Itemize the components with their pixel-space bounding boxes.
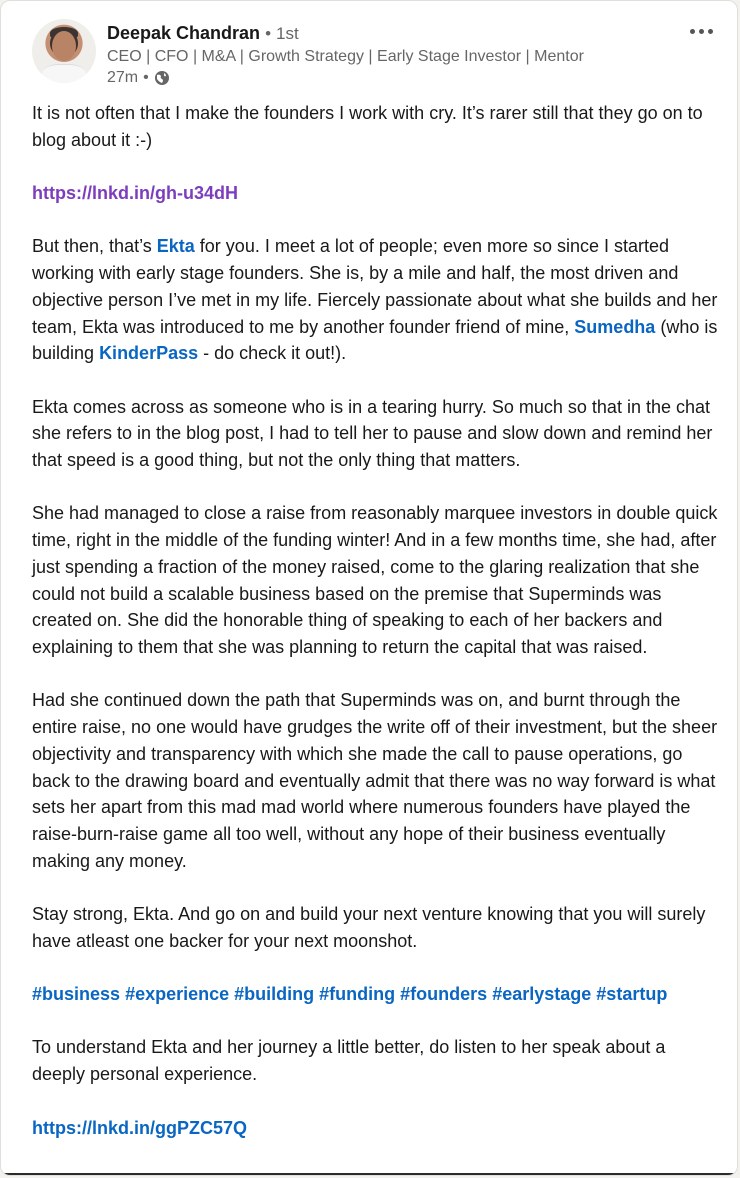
author-avatar[interactable] [32,19,96,83]
paragraph-hurry: Ekta comes across as someone who is in a tearing hurry. So much so that in the chat she refers to in the blog post, I had to tell her to pause and slow down and remind her that speed is a good thing, but not the only thing that matters. [32,396,713,471]
blog-link[interactable]: https://lnkd.in/gh-u34dH [32,183,238,204]
mention-kinderpass[interactable]: KinderPass [99,343,199,364]
globe-icon[interactable] [154,70,170,86]
connection-degree: 1st [276,24,299,43]
video-link[interactable]: https://lnkd.in/ggPZC57Q [32,1117,247,1138]
post-time: 27m [107,69,139,86]
hashtag[interactable]: #building [234,984,315,1005]
post-body [32,100,722,1141]
hashtag[interactable]: #earlystage [492,984,592,1005]
blog-link-paragraph [32,180,722,207]
post-header [32,17,717,87]
paragraph-raise: She had managed to close a raise from reasonably marquee investors in double quick time, right in the middle of the funding winter! And in a few months time, she had, after just spending a fraction of the money raised, come to the glaring realization that she could not build a scalable business based on the premise that Superminds was created on. She did the honorable thing of speaking to each of her backers and explaining to them that she was planning to return the capital that was raised. [32,503,718,657]
post-meta [107,68,170,88]
intro-text-1: But then, that’s [32,236,157,257]
more-dot [699,29,704,34]
hashtag[interactable]: #experience [125,984,230,1005]
more-dot [708,29,713,34]
hashtag-row [32,981,722,1008]
hashtag[interactable]: #business [32,984,121,1005]
author-headline[interactable]: CEO | CFO | M&A | Growth Strategy | Early Stage Investor | Mentor [107,48,584,65]
avatar-shirt [42,64,86,83]
avatar-face [52,31,76,61]
more-dot [690,29,695,34]
intro-text-4: - do check it out!). [198,343,347,364]
meta-dot: • [143,69,149,86]
paragraph-objectivity: Had she continued down the path that Superminds was on, and burnt through the entire raise, no one would have grudges the write off of their investment, but the sheer objectivity and transparency with which she made the call to pause operations, go back to the drawing board and eventually admit that there was no way forward is what sets her apart from this mad mad world where numerous founders have played the raise-burn-raise game all too well, without any hope of their business eventually making any money. [32,690,718,871]
more-icon[interactable] [685,17,717,45]
bottom-divider [1,1173,737,1175]
hashtag[interactable]: #funding [319,984,396,1005]
mention-ekta[interactable]: Ekta [156,236,195,257]
mention-sumedha[interactable]: Sumedha [574,316,656,337]
intro-text-3: (who is building [32,316,718,364]
hashtag[interactable]: #startup [596,984,668,1005]
paragraph-stay-strong: Stay strong, Ekta. And go on and build your next venture knowing that you will surely have atleast one backer for your next moonshot. [32,904,706,951]
author-separator: • [265,24,272,43]
video-link-paragraph [32,1115,722,1142]
author-line [107,21,299,46]
author-name[interactable]: Deepak Chandran [107,23,261,43]
paragraph-intro [32,233,722,367]
intro-text-2: for you. I meet a lot of people; even more so since I started working with early stage founders. She is, by a mile and half, the most driven and objective person I’ve met in my life. Fiercely passionate about what she builds and her team, Ekta was introduced to me by another founder friend of mine, [32,236,718,337]
paragraph-opening: It is not often that I make the founders I work with cry. It’s rarer still that they go on to blog about it :-) [32,103,703,150]
hashtag[interactable]: #founders [400,984,488,1005]
paragraph-listen: To understand Ekta and her journey a little better, do listen to her speak about a deeply personal experience. [32,1037,666,1085]
